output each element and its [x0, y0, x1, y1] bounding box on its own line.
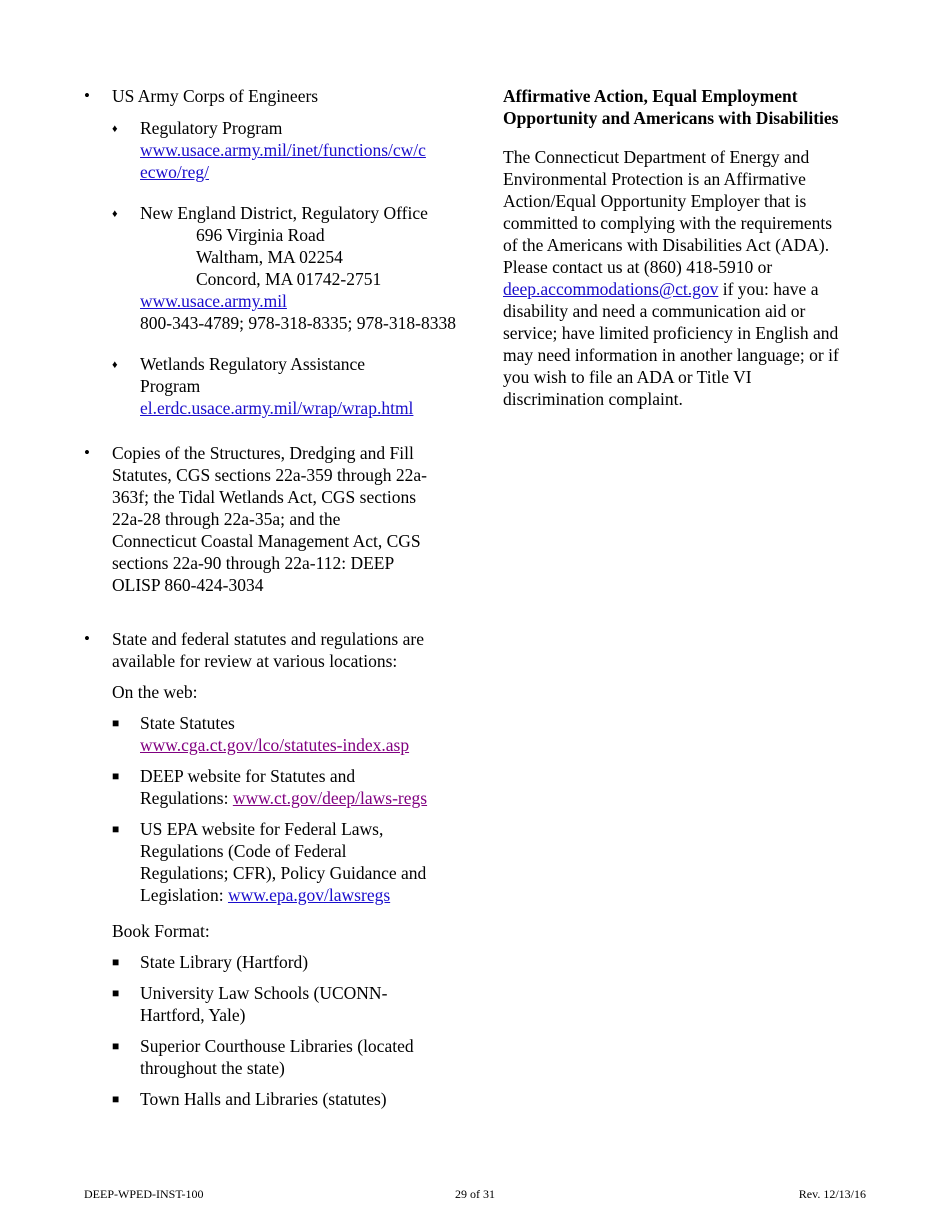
- regulatory-program-link[interactable]: www.usace.army.mil/inet/functions/cw/c: [140, 140, 426, 160]
- corps-title: US Army Corps of Engineers: [112, 86, 319, 106]
- sub-wetlands: ♦ Wetlands Regulatory Assistance Program el.erdc.usace.army.mil/wrap/wrap.html: [112, 354, 414, 418]
- bullet-statutes-copies: • Copies of the Structures, Dredging and Fill Statutes, CGS sections 22a-359 through 22a- 363f; the Tidal Wetlands Act, CGS sections 22a-28 through 22a-35a; and the Connecticut Coastal Management Act, CGS sections 22a-90 through 22a-112: DEEP OLISP 860-424-3034: [84, 443, 427, 595]
- square-bullet-icon: ■: [112, 769, 120, 783]
- sub-regulatory-program: ♦ Regulatory Program www.usace.army.mil/inet/functions/cw/c ecwo/reg/: [112, 118, 426, 182]
- bullet-corps: [84, 85, 484, 107]
- web-deep-statutes: ■ DEEP website for Statutes and Regulations: www.ct.gov/deep/laws-regs: [112, 766, 428, 808]
- web-epa-laws: ■ US EPA website for Federal Laws, Regulations (Code of Federal Regulations; CFR), Policy Guidance and Legislation: www.epa.gov/lawsregs: [112, 819, 427, 905]
- accommodations-email-link[interactable]: deep.accommodations@ct.gov: [503, 279, 719, 299]
- square-bullet-icon: ■: [112, 1039, 120, 1053]
- book-law-schools: ■ University Law Schools (UCONN- Hartford, Yale): [112, 983, 388, 1025]
- wetlands-link[interactable]: el.erdc.usace.army.mil/wrap/wrap.html: [140, 398, 414, 418]
- bullet-icon: •: [84, 443, 90, 462]
- regulatory-program-link-cont[interactable]: ecwo/reg/: [140, 162, 209, 182]
- web-state-statutes: ■ State Statutes www.cga.ct.gov/lco/statutes-index.asp: [112, 713, 410, 755]
- aa-eeo-heading: Affirmative Action, Equal Employment Opportunity and Americans with Disabilities: [503, 86, 839, 128]
- square-bullet-icon: ■: [112, 1092, 120, 1106]
- district-phones: 800-343-4789; 978-318-8335; 978-318-8338: [140, 313, 456, 333]
- diamond-icon: ♦: [112, 208, 118, 220]
- state-statutes-link[interactable]: www.cga.ct.gov/lco/statutes-index.asp: [140, 735, 410, 755]
- footer-doc-id: DEEP-WPED-INST-100: [84, 1187, 204, 1201]
- bullet-icon: •: [84, 629, 90, 648]
- diamond-icon: ♦: [112, 123, 118, 135]
- epa-laws-link[interactable]: www.epa.gov/lawsregs: [227, 885, 391, 905]
- square-bullet-icon: ■: [112, 822, 120, 836]
- on-the-web-label: On the web:: [112, 682, 198, 702]
- right-column: [503, 85, 873, 410]
- footer-page-number: 29 of 31: [455, 1187, 495, 1201]
- left-column: [84, 85, 484, 1110]
- diamond-icon: ♦: [112, 359, 118, 371]
- sub-ne-district: ♦ New England District, Regulatory Office 696 Virginia Road Waltham, MA 02254 Concord, MA 01742-2751 www.usace.army.mil 800-343-4789; 978-318-8335; 978-318-8338: [112, 202, 500, 334]
- deep-laws-link[interactable]: www.ct.gov/deep/laws-regs: [232, 788, 428, 808]
- usace-link[interactable]: www.usace.army.mil: [140, 291, 287, 311]
- book-town-halls: ■ Town Halls and Libraries (statutes): [112, 1089, 387, 1109]
- book-format-label: Book Format:: [112, 921, 210, 941]
- ada-paragraph: The Connecticut Department of Energy and Environmental Protection is an Affirmative Action/Equal Opportunity Employer that is committed to complying with the requirements of the Americans with Disabilities Act (ADA). Please contact us at (860) 418-5910 or deep.accommodations@ct.gov if you: have a disability and need a communication aid or service; have limited proficiency in English and may need information in another language; or if you wish to file an ADA or Title VI discrimination complaint.: [503, 147, 839, 409]
- bullet-review-locations: • State and federal statutes and regulations are available for review at various locations: On the web:: [84, 628, 484, 703]
- square-bullet-icon: ■: [112, 955, 120, 969]
- square-bullet-icon: ■: [112, 716, 120, 730]
- bullet-icon: •: [84, 86, 90, 105]
- book-courthouse-libraries: ■ Superior Courthouse Libraries (located throughout the state): [112, 1036, 414, 1078]
- book-state-library: ■ State Library (Hartford): [112, 952, 309, 972]
- square-bullet-icon: ■: [112, 986, 120, 1000]
- footer-revision: Rev. 12/13/16: [798, 1187, 866, 1201]
